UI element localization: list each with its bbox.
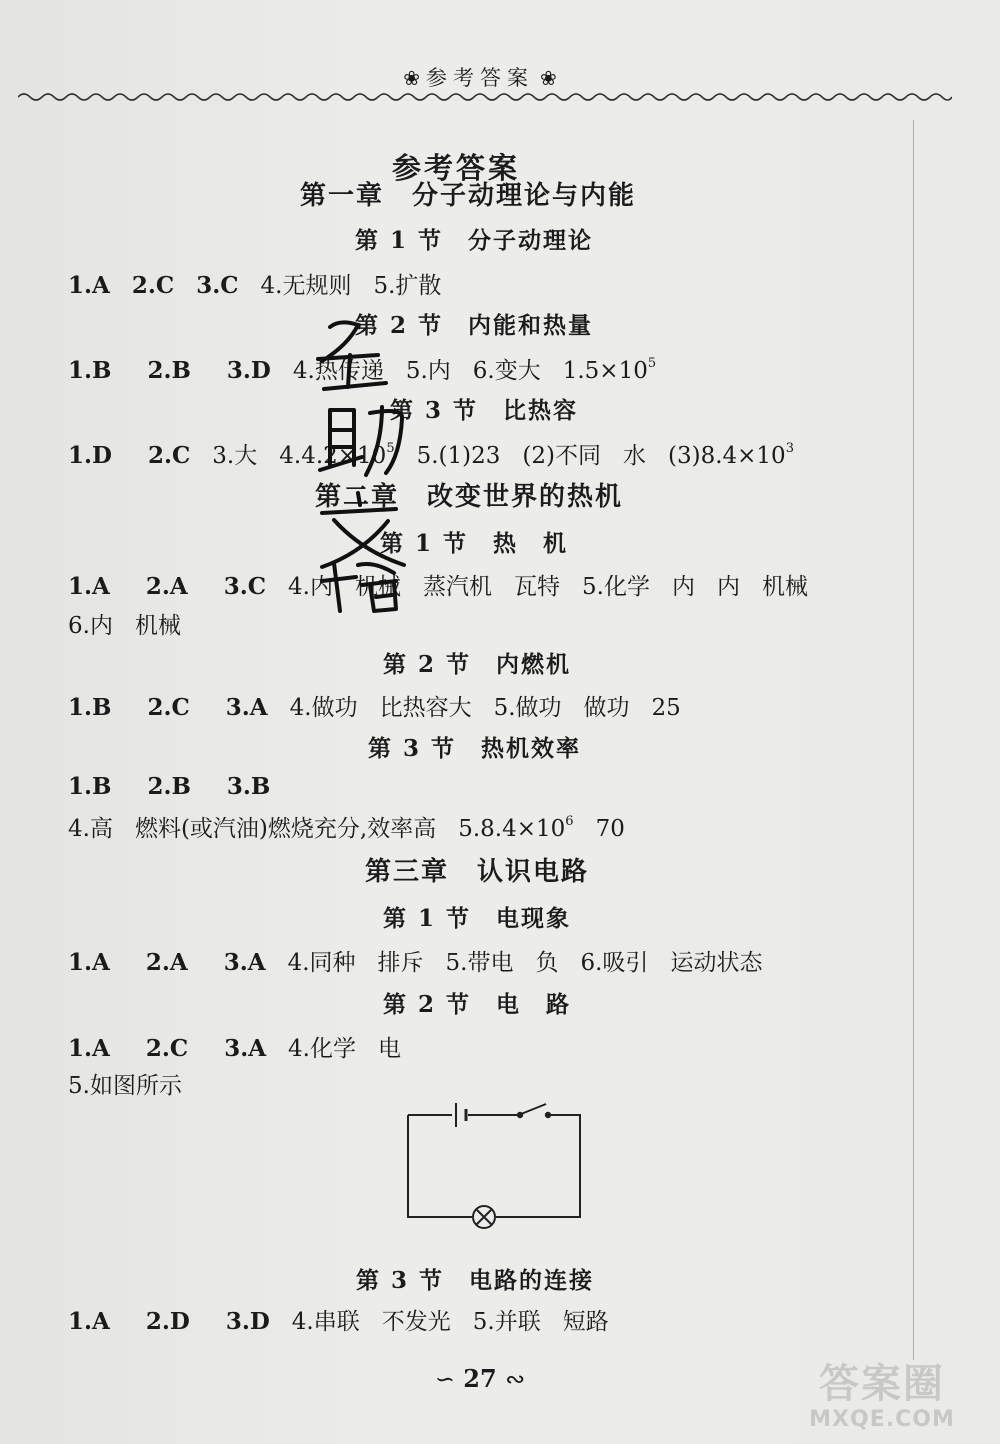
answer: 5.扩散 [373,273,442,299]
watermark [782,1352,982,1432]
answer: 6.内 [68,613,113,639]
exponent: 5 [647,356,657,372]
answer: 3.C [196,272,239,299]
wavy-divider [18,91,952,103]
ch1-section-3-title: 第 3 节 比热容 [390,397,579,424]
answer-row [68,267,441,300]
answer: 5.内 [405,358,451,384]
watermark-url: MXQE.COM [809,1407,955,1432]
answer: 2.B [147,357,191,384]
answer: 3.B [226,773,271,800]
answer-line: 5.如图所示 [68,1073,182,1099]
answer: 2.C [147,694,190,721]
answer: 3.A [225,694,268,721]
answer-row [68,944,762,977]
answer: 比热容大 [379,695,472,721]
answer: 2.A [145,573,188,600]
answer: 2.D [145,1308,190,1335]
answer: 4.化学 [288,1036,356,1062]
answer: 短路 [562,1309,609,1335]
chapter-1-title: 第一章 分子动理论与内能 [300,181,637,211]
answer: 6.吸引 [580,950,649,976]
answer: 1.A [68,949,110,976]
handwritten-signature [300,315,430,615]
ch3-section-3-title: 第 3 节 电路的连接 [356,1267,595,1294]
answer-row [68,437,794,470]
answer: 机械 [761,574,808,600]
answer: 排斥 [377,950,424,976]
ch2-section-2-title: 第 2 节 内燃机 [383,651,572,678]
answer-row [68,1030,401,1063]
answer: 做功 [583,695,630,721]
answer: 5.带电 [445,950,514,976]
ch1-section-1-title: 第 1 节 分子动理论 [355,227,594,254]
answer: 1.A [68,1308,110,1335]
page-title: 参考答案 [392,151,521,185]
flower-ornament-icon: ❀ [540,66,557,90]
answer: 4.高 [68,816,113,842]
wave-ornament-icon: ∾ [505,1365,526,1393]
answer: 4.热传递 [292,358,384,384]
answer-row [68,773,270,800]
answer: 1.A [68,272,110,299]
answer: 燃料(或汽油)燃烧充分,效率高 [134,816,437,842]
exponent: 6 [565,814,574,830]
answer: 5.(1)23 [416,443,501,469]
ch2-section-1-title: 第 1 节 热 机 [380,530,569,557]
circuit-diagram [400,1095,590,1235]
answer: 1.A [68,573,110,600]
answer: 2.A [145,949,188,976]
flower-ornament-icon: ❀ [403,66,420,90]
answer-row [68,810,625,843]
answer: 4.无规则 [260,273,352,299]
chapter-2-title: 第二章 改变世界的热机 [315,482,624,512]
answer-row [68,1303,609,1336]
answer: 内 [671,574,695,600]
answer-row [68,568,808,601]
answer: 4.4.2×10 [279,443,387,469]
answer: 4.内 [288,574,333,600]
answer: 2.C [145,1035,189,1062]
answer: 机械 [134,613,181,639]
ch2-section-3-title: 第 3 节 热机效率 [368,735,582,762]
ch3-section-1-title: 第 1 节 电现象 [383,905,572,932]
answer: 运动状态 [670,950,763,976]
answer: 3.大 [212,443,258,469]
running-head [0,62,960,92]
answer: 机械 [355,574,401,600]
answer: 1.A [68,1035,110,1062]
answer: 水 [622,443,646,469]
answer: 3.A [224,1035,267,1062]
ch3-section-2-title: 第 2 节 电 路 [383,991,572,1018]
answer: 1.5×10 [562,358,648,384]
answer: 1.B [68,773,112,800]
answer: (2)不同 [522,443,601,469]
answer: 5.做功 [493,695,562,721]
answer: 3.D [225,1308,270,1335]
answer: 25 [651,695,681,721]
watermark-brand: 答案圈 [819,1361,945,1407]
answer-row [68,689,681,722]
answer: 4.同种 [287,950,356,976]
margin-line [913,120,914,1360]
answer: 3.A [223,949,266,976]
answer: 电 [378,1036,401,1062]
running-head-text: 参考答案 [426,66,534,90]
exponent: 3 [785,441,794,457]
answer-row [68,607,181,640]
answer: 2.C [147,442,191,469]
wave-ornament-icon: ∽ [434,1365,455,1393]
answer: 1.D [68,442,112,469]
answer: 负 [535,950,559,976]
answer: 不发光 [381,1309,451,1335]
answer: 6.变大 [472,358,541,384]
ch1-section-2-title: 第 2 节 内能和热量 [355,312,594,339]
answer: 3.C [223,573,267,600]
answer: 2.C [131,272,175,299]
answer: 4.串联 [291,1309,360,1335]
answer: 70 [595,816,625,842]
chapter-3-title: 第三章 认识电路 [365,857,590,887]
answer: (3)8.4×10 [667,443,786,469]
answer: 瓦特 [514,574,560,600]
page-number-text: 27 [463,1364,497,1393]
answer: 2.B [147,773,191,800]
answer: 5.8.4×10 [458,816,566,842]
answer: 3.D [226,357,271,384]
exponent: 5 [386,441,395,457]
answer: 1.B [68,694,112,721]
answer: 蒸汽机 [423,574,492,600]
answer: 1.B [68,357,112,384]
answer: 5.并联 [472,1309,541,1335]
answer: 4.做功 [289,695,358,721]
answer: 内 [716,574,740,600]
answer: 5.化学 [582,574,650,600]
